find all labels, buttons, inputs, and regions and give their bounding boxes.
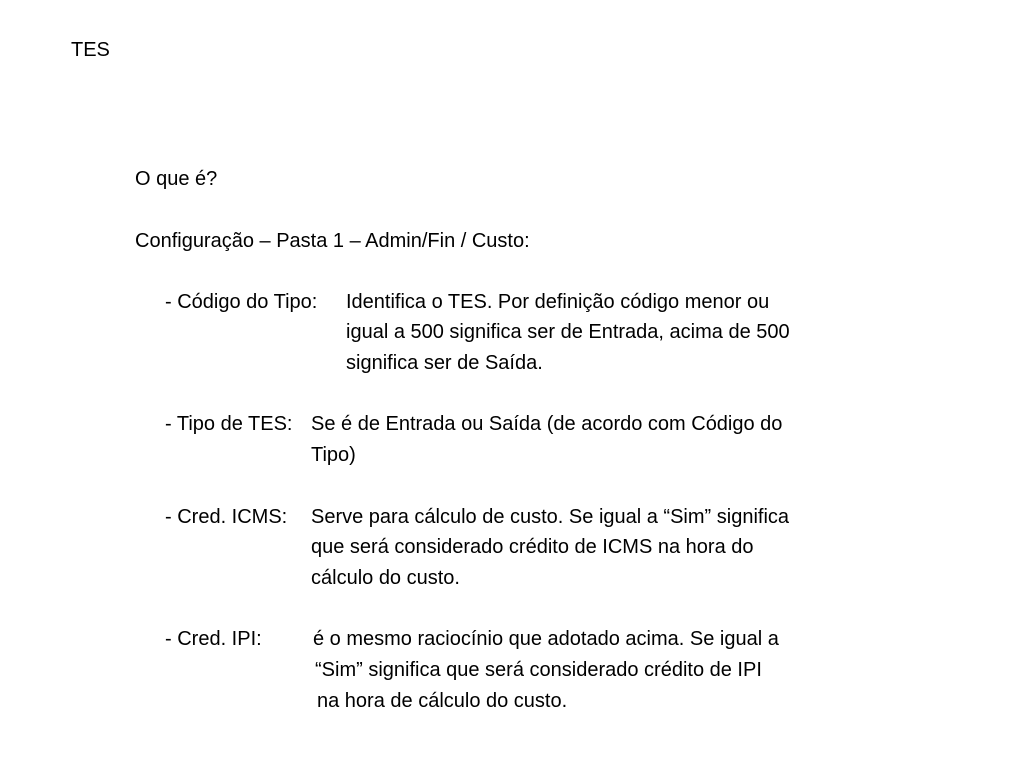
definition-label: - Código do Tipo: (165, 291, 318, 313)
definition-text-line: igual a 500 significa ser de Entrada, acima de 500 (346, 321, 790, 343)
definition-label: - Cred. ICMS: (165, 506, 288, 528)
definition-text-line: “Sim” significa que será considerado crédito de IPI (315, 659, 762, 681)
definition-text-line: na hora de cálculo do custo. (317, 690, 568, 712)
section-heading: Configuração – Pasta 1 – Admin/Fin / Custo: (135, 230, 530, 252)
definition-text-line: Serve para cálculo de custo. Se igual a “Sim” significa (311, 506, 790, 528)
definition-text-line: Identifica o TES. Por definição código menor ou (346, 291, 770, 313)
definition-text-line: significa ser de Saída. (346, 352, 543, 374)
definition-label: - Cred. IPI: (165, 628, 262, 650)
definition-label: - Tipo de TES: (165, 413, 293, 435)
definition-text-line: Se é de Entrada ou Saída (de acordo com Código do (311, 413, 783, 435)
intro-question: O que é? (135, 168, 218, 190)
definition-text-line: Tipo) (311, 444, 356, 466)
definition-text-line: cálculo do custo. (311, 567, 460, 589)
definition-text-line: que será considerado crédito de ICMS na hora do (311, 536, 754, 558)
slide-title: TES (71, 39, 110, 61)
definition-text-line: é o mesmo raciocínio que adotado acima. Se igual a (313, 628, 779, 650)
